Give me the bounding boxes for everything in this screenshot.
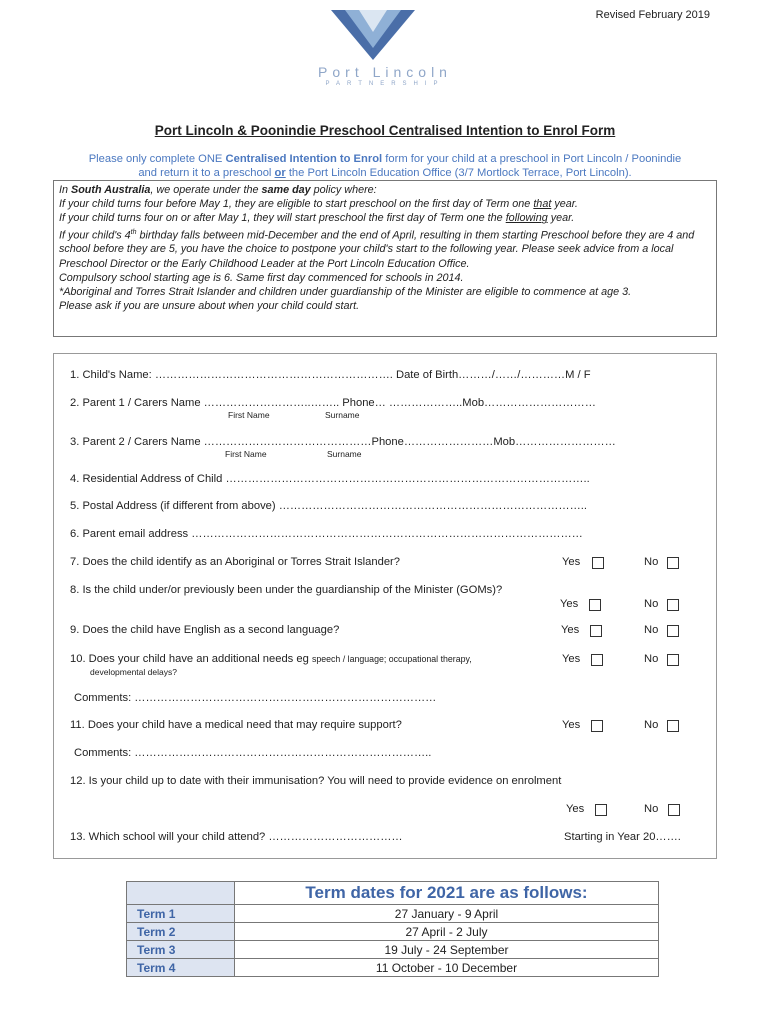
yes-label: Yes: [561, 624, 580, 636]
additional-needs-yes-checkbox[interactable]: [591, 654, 603, 666]
aboriginal-no-checkbox[interactable]: [667, 557, 679, 569]
question-guardianship: 8. Is the child under/or previously been under the guardianship of the Minister (GOMs)?: [70, 584, 503, 596]
policy-text: In South Australia, we operate under the same day policy where: If your child turns four before May 1, they are eligible to start preschool on the first day of Term one that year. If your child turns four on or after May 1, they will start preschool the first day of Term one the following year. If your child's 4th birthday falls between mid-December and the end of April, resulting in them starting Preschool before they are 4 and school before they are 5, you have the choice to postpone your child's start to the following year. Please seek advice from a local Preschool Director or the Early Childhood Leader at the Port Lincoln Education Office. Compulsory school starting age is 6. Same first day commenced for schools in 2014. *Aboriginal and Torres Strait Islander and children under guardianship of the Minister are eligible to commence at age 3. Please ask if you are unsure about when your child could start.: [59, 184, 695, 313]
port-lincoln-logo-icon: [323, 10, 423, 60]
question-immunisation: 12. Is your child up to date with their immunisation? You will need to provide evidence on enrolment: [70, 775, 562, 787]
table-row: [127, 959, 659, 977]
yes-label: Yes: [562, 556, 581, 568]
starting-year-field[interactable]: Starting in Year 20…….: [564, 831, 681, 843]
question-aboriginal: 7. Does the child identify as an Aboriginal or Torres Strait Islander?: [70, 556, 401, 568]
child-name-field[interactable]: 1. Child's Name: ………………………………………………………. Date of Birth………/……/…………M / F: [70, 369, 591, 381]
immunisation-no-checkbox[interactable]: [668, 804, 680, 816]
parent2-first-name-label: First Name: [225, 449, 267, 459]
table-header-blank: [127, 882, 235, 905]
yes-label: Yes: [566, 803, 585, 815]
no-label: No: [644, 719, 659, 731]
term-label: Term 2: [127, 923, 235, 941]
yes-label: Yes: [562, 719, 581, 731]
question-additional-needs: 10. Does your child have an additional needs eg speech / language; occupational therapy,: [70, 653, 472, 665]
immunisation-yes-checkbox[interactable]: [595, 804, 607, 816]
table-row: [127, 905, 659, 923]
intro-text: Please only complete ONE Centralised Intention to Enrol form for your child at a preschool in Port Lincoln / Poonindie and return it to a preschool or the Port Lincoln Education Office (3/7 Mortlock Terrace, Port Lincoln).: [88, 153, 682, 179]
parent-email-field[interactable]: 6. Parent email address ……………………………………………………………………………………………: [70, 528, 583, 540]
table-row: [127, 923, 659, 941]
comments-field[interactable]: Comments: ……………………………………………………………………..: [74, 747, 432, 759]
term-dates: 19 July - 24 September: [235, 941, 659, 959]
table-row: [127, 941, 659, 959]
revised-date: Revised February 2019: [595, 9, 710, 21]
parent2-surname-label: Surname: [327, 449, 362, 459]
logo-name: Port Lincoln: [318, 64, 452, 80]
form-title: Port Lincoln & Poonindie Preschool Centralised Intention to Enrol Form: [154, 123, 616, 138]
logo-subtitle: PARTNERSHIP: [325, 81, 445, 87]
term-label: Term 3: [127, 941, 235, 959]
question-esl: 9. Does the child have English as a second language?: [70, 624, 340, 636]
term-dates-table: [126, 881, 659, 977]
comments-field[interactable]: Comments: ………………………………………………………………………: [74, 692, 437, 704]
guardianship-yes-checkbox[interactable]: [589, 599, 601, 611]
term-dates: 27 January - 9 April: [235, 905, 659, 923]
residential-address-field[interactable]: 4. Residential Address of Child ……………………………………………………………………………………..: [70, 473, 590, 485]
term-dates: 11 October - 10 December: [235, 959, 659, 977]
medical-yes-checkbox[interactable]: [591, 720, 603, 732]
medical-no-checkbox[interactable]: [667, 720, 679, 732]
no-label: No: [644, 624, 659, 636]
table-header-row: [127, 882, 659, 905]
no-label: No: [644, 556, 659, 568]
term-dates-title: Term dates for 2021 are as follows:: [235, 882, 659, 905]
guardianship-no-checkbox[interactable]: [667, 599, 679, 611]
parent1-first-name-label: First Name: [228, 410, 270, 420]
term-label: Term 1: [127, 905, 235, 923]
no-label: No: [644, 653, 659, 665]
postal-address-field[interactable]: 5. Postal Address (if different from above) ………………………………………………………………………..: [70, 500, 588, 512]
no-label: No: [644, 598, 659, 610]
no-label: No: [644, 803, 659, 815]
yes-label: Yes: [562, 653, 581, 665]
parent1-field[interactable]: 2. Parent 1 / Carers Name ………………………..…….. Phone… ………………..Mob…………………………: [70, 397, 596, 409]
aboriginal-yes-checkbox[interactable]: [592, 557, 604, 569]
term-dates: 27 April - 2 July: [235, 923, 659, 941]
term-label: Term 4: [127, 959, 235, 977]
parent1-surname-label: Surname: [325, 410, 360, 420]
parent2-field[interactable]: 3. Parent 2 / Carers Name ………………………………………Phone……………………Mob………………………: [70, 436, 616, 448]
school-field[interactable]: 13. Which school will your child attend? ………………………………: [70, 831, 403, 843]
esl-yes-checkbox[interactable]: [590, 625, 602, 637]
question-medical: 11. Does your child have a medical need that may require support?: [70, 719, 402, 731]
additional-needs-no-checkbox[interactable]: [667, 654, 679, 666]
yes-label: Yes: [560, 598, 579, 610]
question-additional-needs-examples: developmental delays?: [90, 667, 177, 677]
esl-no-checkbox[interactable]: [667, 625, 679, 637]
